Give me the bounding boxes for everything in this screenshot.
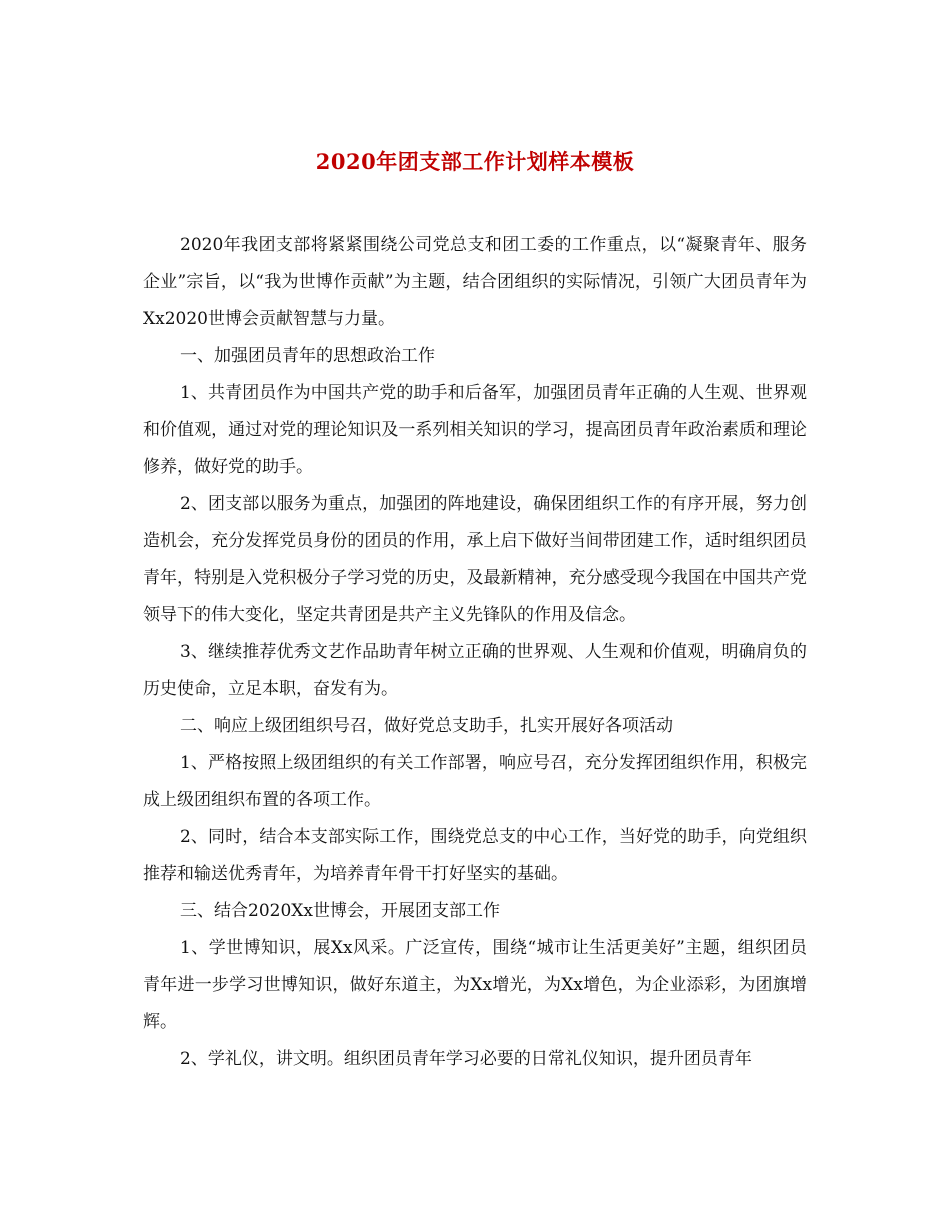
section-heading-1: 一、加强团员青年的思想政治工作 [180,346,435,366]
document-body [143,227,807,1078]
document-title: 2020年团支部工作计划样本模板 [315,149,635,174]
section-heading-2: 二、响应上级团组织号召，做好党总支助手，扎实开展好各项活动 [180,716,673,736]
paragraph: 1、严格按照上级团组织的有关工作部署，响应号召，充分发挥团组织作用，积极完成上级团组织布置的各项工作。 [143,753,807,810]
paragraph: 3、继续推荐优秀文艺作品助青年树立正确的世界观、人生观和价值观，明确肩负的历史使命，立足本职，奋发有为。 [143,642,807,699]
paragraph: 1、共青团员作为中国共产党的助手和后备军，加强团员青年正确的人生观、世界观和价值观，通过对党的理论知识及一系列相关知识的学习，提高团员青年政治素质和理论修养，做好党的助手。 [143,383,807,477]
paragraph: 2、同时，结合本支部实际工作，围绕党总支的中心工作，当好党的助手，向党组织推荐和输送优秀青年，为培养青年骨干打好坚实的基础。 [143,827,807,884]
paragraph: 2、学礼仪，讲文明。组织团员青年学习必要的日常礼仪知识，提升团员青年 [180,1049,752,1069]
paragraph: 1、学世博知识，展Xx风采。广泛宣传，围绕“城市让生活更美好”主题，组织团员青年进一步学习世博知识，做好东道主，为Xx增光，为Xx增色，为企业添彩，为团旗增辉。 [143,938,807,1032]
section-heading-3: 三、结合2020Xx世博会，开展团支部工作 [180,901,500,921]
paragraph: 2、团支部以服务为重点，加强团的阵地建设，确保团组织工作的有序开展，努力创造机会，充分发挥党员身份的团员的作用，承上启下做好当间带团建工作，适时组织团员青年，特别是入党积极分子学习党的历史，及最新精神，充分感受现今我国在中国共产党领导下的伟大变化，坚定共青团是共产主义先锋队的作用及信念。 [143,494,807,625]
intro-paragraph: 2020年我团支部将紧紧围绕公司党总支和团工委的工作重点，以“凝聚青年、服务企业”宗旨，以“我为世博作贡献”为主题，结合团组织的实际情况，引领广大团员青年为Xx2020世博会贡献智慧与力量。 [143,235,807,329]
